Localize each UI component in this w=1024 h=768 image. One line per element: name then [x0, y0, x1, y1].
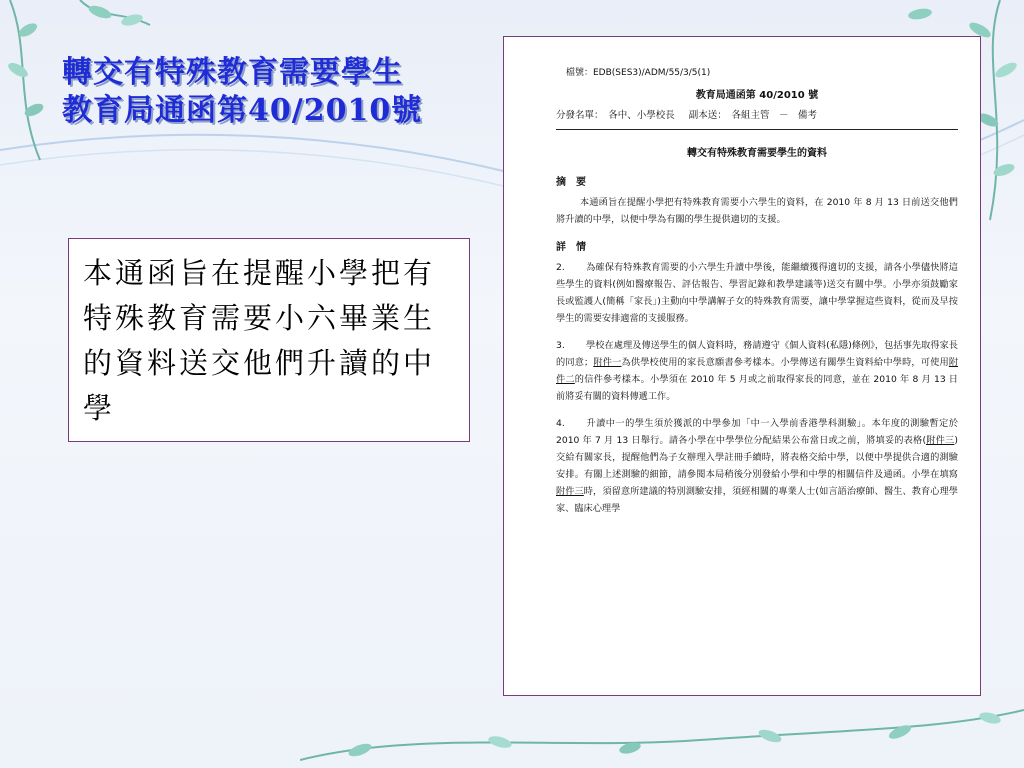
doc-distribution-to: 分發名單： 各中、小學校長: [556, 110, 675, 121]
paragraph-text: 為確保有特殊教育需要的小六學生升讀中學後，能繼續獲得適切的支援，請各小學儘快將這些學生的資料(例如醫療報告、評估報告、學習記錄和教學建議等)送交有關中學。小學亦須鼓勵家長或監護人(簡稱「家長」)主動向中學講解子女的特殊教育需要，讓中學掌握這些資料，從而及早按學生的需要安排適當的支援服務。: [556, 262, 958, 324]
annex-link[interactable]: 附件三: [556, 486, 584, 497]
doc-paragraph-4: [556, 415, 958, 517]
paragraph-text: 的信件參考樣本。小學須在 2010 年 5 月或之前取得家長的同意，並在 2010 年 8 月 13 日前將妥有關的資料傳遞工作。: [556, 374, 958, 402]
doc-paragraph-2: [556, 259, 958, 327]
paragraph-text: 為供學校使用的家長意願書參考樣本。小學傳送有關學生資料給中學時，可使用: [621, 357, 949, 368]
annex-link[interactable]: 附件三: [926, 435, 955, 446]
doc-file-number: 檔號：EDB(SES3)/ADM/55/3/5(1): [566, 68, 711, 78]
doc-divider: [556, 129, 958, 130]
paragraph-number: 2.: [556, 262, 565, 273]
slide-title-line1: 轉交有特殊教育需要學生: [62, 55, 403, 90]
doc-title: 教育局通函第 40/2010 號: [695, 90, 819, 101]
doc-paragraph-3: [556, 337, 958, 405]
paragraph-number: 4.: [556, 418, 565, 429]
slide-title-line2: 教育局通函第40/2010號: [62, 93, 423, 128]
doc-summary-heading: 摘 要: [556, 177, 586, 188]
slide-title: [62, 54, 422, 130]
annex-link[interactable]: 附件一: [593, 357, 622, 368]
paragraph-text: 升讀中一的學生須於獲派的中學參加「中一入學前香港學科測驗」。本年度的測驗暫定於 2010 年 7 月 13 日舉行。請各小學在中學學位分配結果公布當日或之前，將填妥的表格(: [556, 418, 958, 446]
vine-bottom-icon: [300, 700, 1024, 768]
summary-box: [68, 238, 470, 442]
doc-distribution: [556, 107, 958, 121]
doc-subject: 轉交有特殊教育需要學生的資料: [687, 148, 827, 159]
paragraph-text: )交給有關家長，提醒他們為子女辦理入學註冊手續時，將表格交給中學，以便中學提供合適的測驗安排。有關上述測驗的細節，請參閱本局稍後分別發給小學和中學的相關信件及通函。小學在填寫: [556, 435, 959, 480]
summary-text: 本通函旨在提醒小學把有特殊教育需要小六畢業生的資料送交他們升讀的中學: [83, 256, 436, 425]
paragraph-text: 學校在處理及傳送學生的個人資料時，務請遵守《個人資料(私隱)條例》，包括事先取得家長的同意；: [556, 340, 958, 368]
annex-link[interactable]: 附件二: [556, 357, 959, 385]
doc-summary-text: 本通函旨在提醒小學把有特殊教育需要小六學生的資料，在 2010 年 8 月 13 日前送交他們將升讀的中學，以便中學為有關的學生提供適切的支援。: [556, 197, 958, 225]
paragraph-number: 3.: [556, 340, 565, 351]
doc-distribution-cc: 副本送： 各組主管 － 備考: [688, 110, 818, 121]
paragraph-text: 時，須留意所建議的特別測驗安排，須經相關的專業人士(如言語治療師、醫生、教育心理學家、臨床心理學: [556, 486, 958, 514]
circular-document-image: [503, 36, 981, 696]
doc-details-heading: 詳 情: [556, 242, 586, 253]
